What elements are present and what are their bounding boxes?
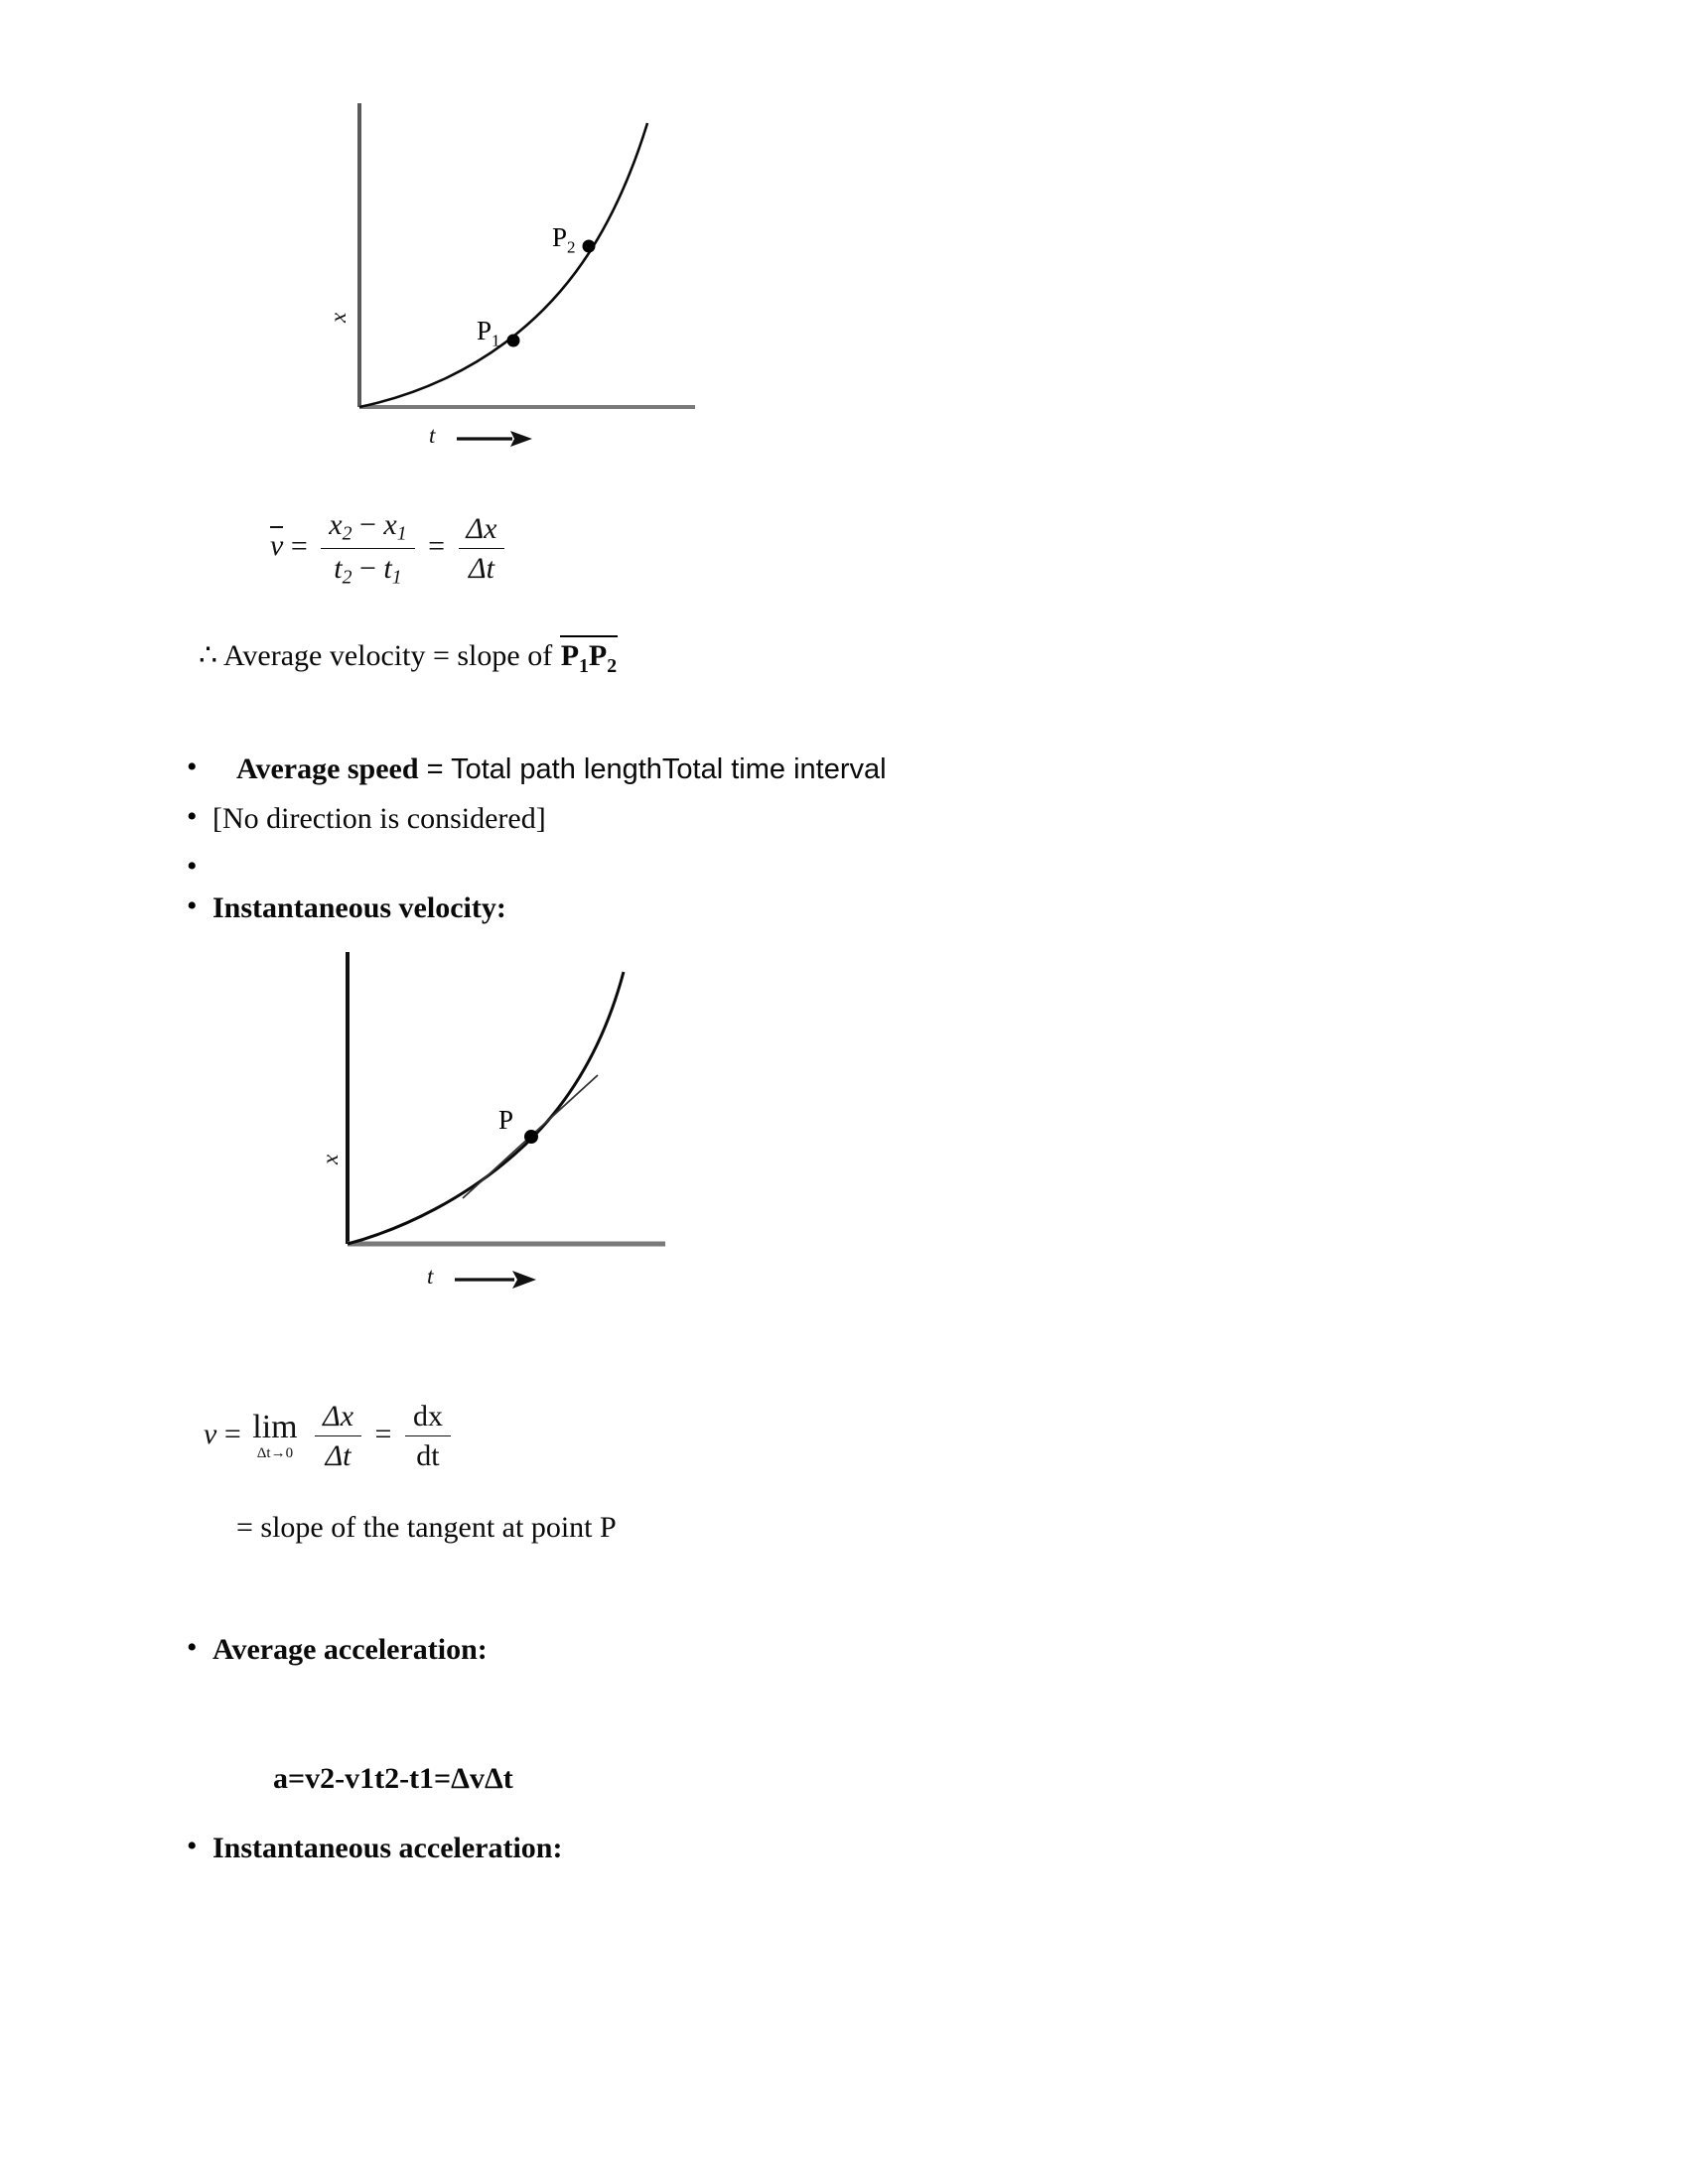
formula-average-acceleration: a=v2-v1t2-t1=ΔvΔt (273, 1762, 513, 1795)
equals-sign-2: = (374, 1417, 392, 1450)
bullet-average-speed (187, 752, 887, 786)
fraction-delta-x-over-delta-t-expanded (321, 508, 414, 589)
delta-t-denominator: Δt (469, 551, 494, 585)
graph2-label-p: P (498, 1105, 514, 1135)
point-marker-p2 (583, 240, 596, 253)
bullet-icon: • (187, 800, 198, 833)
limit-subscript: Δt→0 (256, 1445, 294, 1462)
graph2-y-axis-label: x (318, 1154, 343, 1164)
formula-average-velocity (270, 508, 510, 589)
delta-x-numerator: Δx (459, 512, 505, 549)
graph1-label-p1: $P_1$ (477, 316, 500, 350)
fraction-numerator: $x_2 - x_1$ (321, 508, 414, 549)
bullet-icon: • (187, 1631, 198, 1664)
graph2-x-axis-label: t (427, 1264, 434, 1289)
bullet-icon: • (187, 850, 198, 883)
fraction-dx-over-dt (405, 1400, 451, 1473)
x-axis-arrow (455, 427, 538, 451)
point-marker-p1 (507, 335, 520, 347)
bullet-instantaneous-acceleration-text: Instantaneous acceleration: (212, 1832, 563, 1864)
graph1-label-p2: $P_2$ (552, 222, 576, 257)
bullet-icon: • (187, 889, 198, 922)
x-axis-arrow (453, 1268, 542, 1292)
tangent-slope-note: = slope of the tangent at point P (236, 1511, 617, 1544)
point-marker-p (524, 1130, 538, 1144)
formula-instantaneous-velocity (204, 1400, 457, 1473)
v-bar-symbol: v (270, 529, 284, 563)
bullet-icon: • (187, 1830, 198, 1862)
position-curve (359, 123, 647, 407)
bullet-average-acceleration (187, 1633, 488, 1666)
bullet-instantaneous-velocity (187, 891, 506, 924)
delta-t-denominator: Δt (325, 1439, 352, 1472)
dx-numerator: dx (405, 1400, 451, 1436)
equals-sign-2: = (428, 529, 446, 563)
bullet-instantaneous-acceleration (187, 1832, 562, 1864)
conclusion-average-velocity (199, 638, 618, 678)
dt-denominator: dt (416, 1439, 440, 1472)
bullet-instantaneous-velocity-text: Instantaneous velocity: (212, 891, 506, 924)
bullet-empty (187, 852, 212, 882)
bullet-average-speed-text (212, 752, 887, 786)
graph1-y-axis-label: x (326, 312, 351, 323)
segment-p1p2: $P_1P_2$ (560, 639, 618, 677)
v-symbol: v (204, 1417, 217, 1450)
bullet-rest: = Total path lengthTotal time interval (418, 753, 887, 785)
therefore-symbol: ∴ (199, 639, 218, 672)
conclusion-text: Average velocity = slope of (222, 639, 560, 672)
limit-lim-text: lim (252, 1409, 298, 1446)
bullet-icon: • (187, 751, 198, 783)
graph1-x-axis-label: t (429, 423, 436, 448)
delta-x-numerator: Δx (315, 1400, 361, 1436)
equals-sign-1: = (223, 1417, 241, 1450)
bullet-no-direction (187, 802, 546, 835)
position-time-graph-average-velocity (326, 99, 755, 457)
fraction-delta-x-over-delta-t (459, 512, 505, 586)
bullet-lead: Average speed (236, 752, 419, 785)
bullet-no-direction-text: [No direction is considered] (212, 802, 546, 835)
position-time-graph-instantaneous-velocity (318, 948, 735, 1305)
position-curve (348, 972, 624, 1244)
fraction-delta-x-over-delta-t (315, 1400, 361, 1473)
equals-sign-1: = (290, 529, 308, 563)
fraction-denominator: $t_2 - t_1$ (334, 551, 402, 589)
bullet-average-acceleration-text: Average acceleration: (212, 1633, 488, 1666)
limit-operator (252, 1411, 297, 1462)
